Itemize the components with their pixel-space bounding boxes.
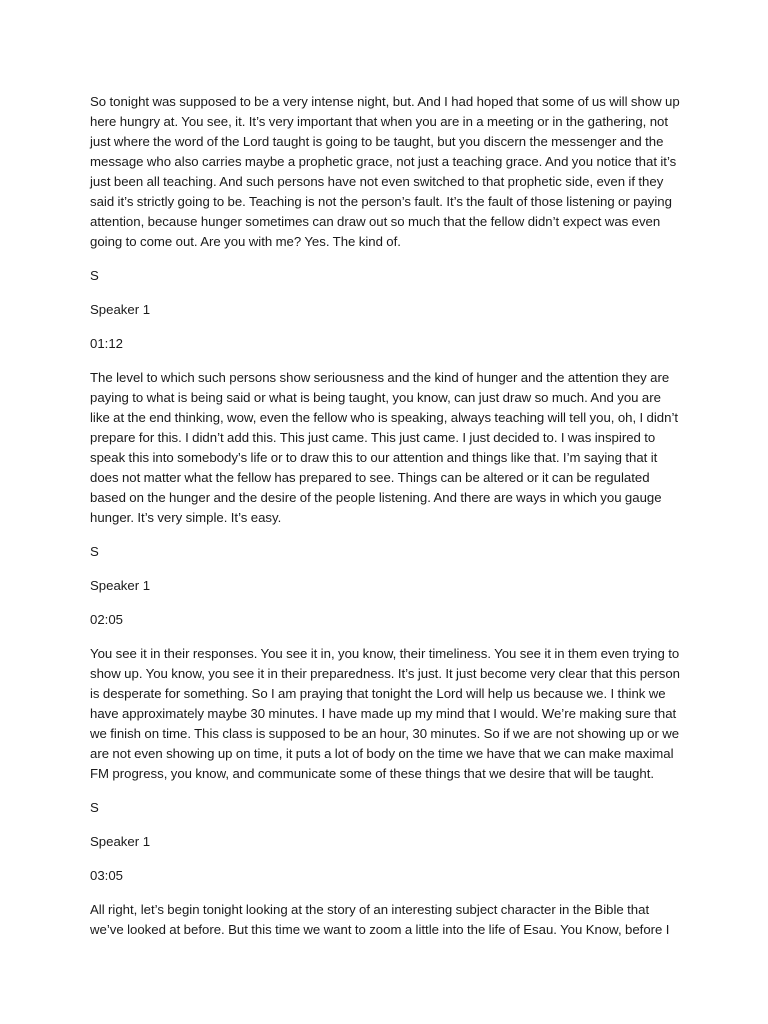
- speaker-initial-marker: S: [90, 800, 99, 815]
- transcript-paragraph: You see it in their responses. You see it in, you know, their timeliness. You see it in them even trying to show up. You know, you see it in their preparedness. It’s just. It just become very clear that this person is desperate for something. So I am praying that tonight the Lord will help us because we. I think we have approximately maybe 30 minutes. I have made up my mind that I would. We’re making sure that we finish on time. This class is supposed to be an hour, 30 minutes. So if we are not showing up or we are not even showing up on time, it puts a lot of body on the time we have that we can make maximal FM progress, you know, and communicate some of these things that we desire that will be taught.: [90, 646, 681, 781]
- timestamp: 02:05: [90, 612, 124, 627]
- speaker-label: Speaker 1: [90, 834, 151, 849]
- timestamp: 03:05: [90, 868, 124, 883]
- transcript-paragraph: All right, let’s begin tonight looking at the story of an interesting subject character in the Bible that we’ve looked at before. But this time we want to zoom a little into the life of Esau. You Know, before I: [90, 902, 670, 937]
- timestamp: 01:12: [90, 336, 124, 351]
- speaker-label: Speaker 1: [90, 302, 151, 317]
- transcript-body: [90, 92, 680, 954]
- speaker-initial-marker: S: [90, 268, 99, 283]
- transcript-paragraph: The level to which such persons show seriousness and the kind of hunger and the attention they are paying to what is being said or what is being taught, you know, can just draw so much. And you are like at the end thinking, wow, even the fellow who is speaking, always teaching will tell you, oh, I didn’t prepare for this. I didn’t add this. This just came. This just came. I just decided to. I was inspired to speak this into somebody’s life or to draw this to our attention and things like that. I’m saying that it does not matter what the fellow has prepared to see. Things can be altered or it can be regulated based on the hunger and the desire of the people listening. And there are ways in which you gauge hunger. It’s very simple. It’s easy.: [90, 370, 679, 525]
- speaker-initial-marker: S: [90, 544, 99, 559]
- transcript-paragraph: So tonight was supposed to be a very intense night, but. And I had hoped that some of us will show up here hungry at. You see, it. It’s very important that when you are in a meeting or in the gathering, not just where the word of the Lord taught is going to be taught, but you discern the messenger and the message who also carries maybe a prophetic grace, not just a teaching grace. And you notice that it’s just been all teaching. And such persons have not even switched to that prophetic side, even if they said it’s strictly going to be. Teaching is not the person’s fault. It’s the fault of those listening or paying attention, because hunger sometimes can draw out so much that the fellow didn’t expect was even going to come out. Are you with me? Yes. The kind of.: [90, 94, 680, 249]
- speaker-label: Speaker 1: [90, 578, 151, 593]
